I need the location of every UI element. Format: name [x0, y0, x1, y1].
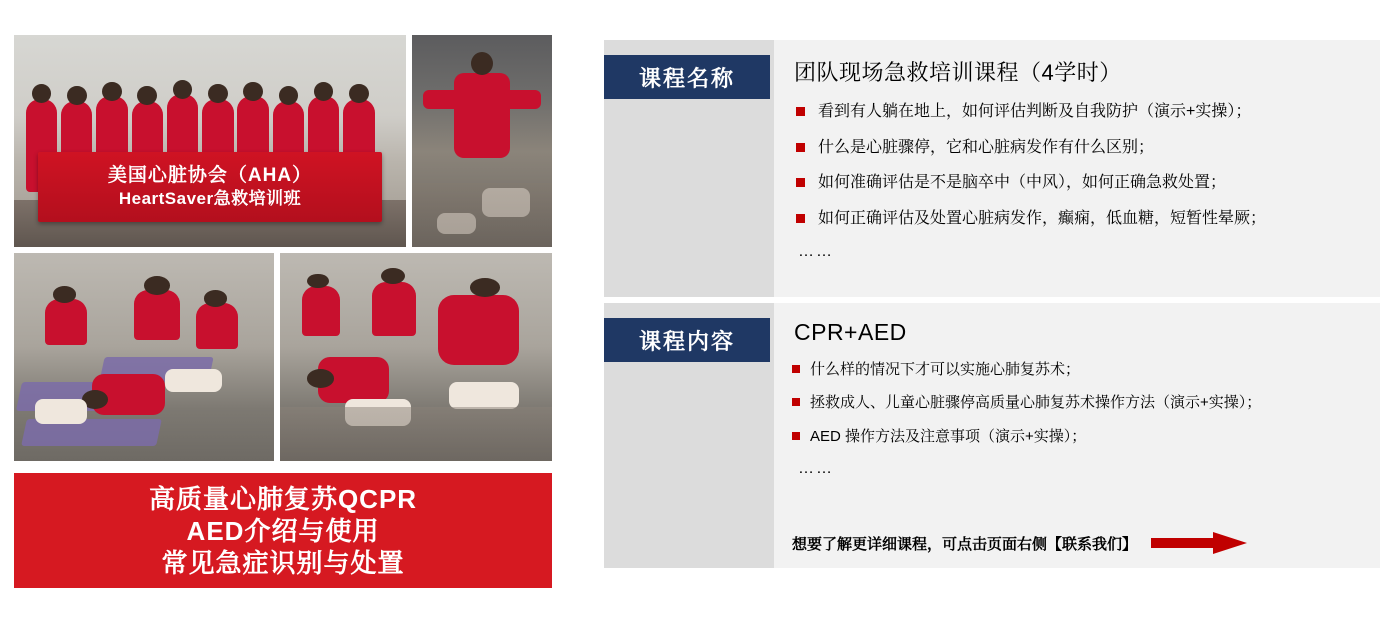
highlight-line-2: AED介绍与使用: [186, 516, 380, 546]
list-item: 拯救成人、儿童心脏骤停高质量心肺复苏术操作方法（演示+实操）；: [792, 393, 1364, 413]
right-arrow-icon: [1151, 532, 1247, 554]
list-item: 什么是心脏骤停，它和心脏病发作有什么区别；: [792, 137, 1364, 159]
section-tag-course-name: 课程名称: [604, 55, 770, 99]
banner-line-2: HeartSaver急救培训班: [118, 188, 302, 208]
section-body-course-name: [774, 40, 1380, 297]
section-course-name: [604, 40, 1380, 297]
section-course-content: [604, 303, 1380, 568]
list-item: 什么样的情况下才可以实施心肺复苏术；: [792, 360, 1364, 380]
contact-us-callout: [792, 532, 1366, 554]
group-photo-with-banner: [14, 35, 406, 247]
highlight-line-3: 常见急症识别与处置: [161, 548, 405, 578]
course-content-title: CPR+AED: [794, 319, 907, 345]
cpr-practice-photo-left: [14, 253, 274, 461]
list-item: 如何准确评估是不是脑卒中（中风），如何正确急救处置；: [792, 172, 1364, 194]
section-body-course-content: [774, 303, 1380, 568]
contact-us-note: 想要了解更详细课程，可点击页面右侧【联系我们】: [792, 535, 1138, 553]
course-name-ellipsis: ……: [798, 243, 834, 261]
instructor-demonstration-photo: [412, 35, 552, 247]
list-item: 看到有人躺在地上，如何评估判断及自我防护（演示+实操）；: [792, 101, 1364, 123]
aha-banner: [38, 152, 383, 222]
course-name-title: 团队现场急救培训课程（4学时）: [794, 60, 1122, 85]
course-info-panel: [604, 40, 1380, 570]
list-item: AED 操作方法及注意事项（演示+实操）；: [792, 427, 1364, 447]
list-item: 如何正确评估及处置心脏病发作，癫痫，低血糖，短暂性晕厥；: [792, 208, 1364, 230]
banner-line-1: 美国心脏协会（AHA）: [107, 165, 313, 187]
highlight-line-1: 高质量心肺复苏QCPR: [148, 484, 418, 514]
course-content-bullets: [792, 360, 1364, 447]
course-content-ellipsis: ……: [798, 459, 834, 477]
section-tag-course-content: 课程内容: [604, 318, 770, 362]
course-highlight-box: [14, 473, 552, 588]
cpr-practice-photo-right: [280, 253, 552, 461]
course-name-bullets: [792, 101, 1364, 229]
